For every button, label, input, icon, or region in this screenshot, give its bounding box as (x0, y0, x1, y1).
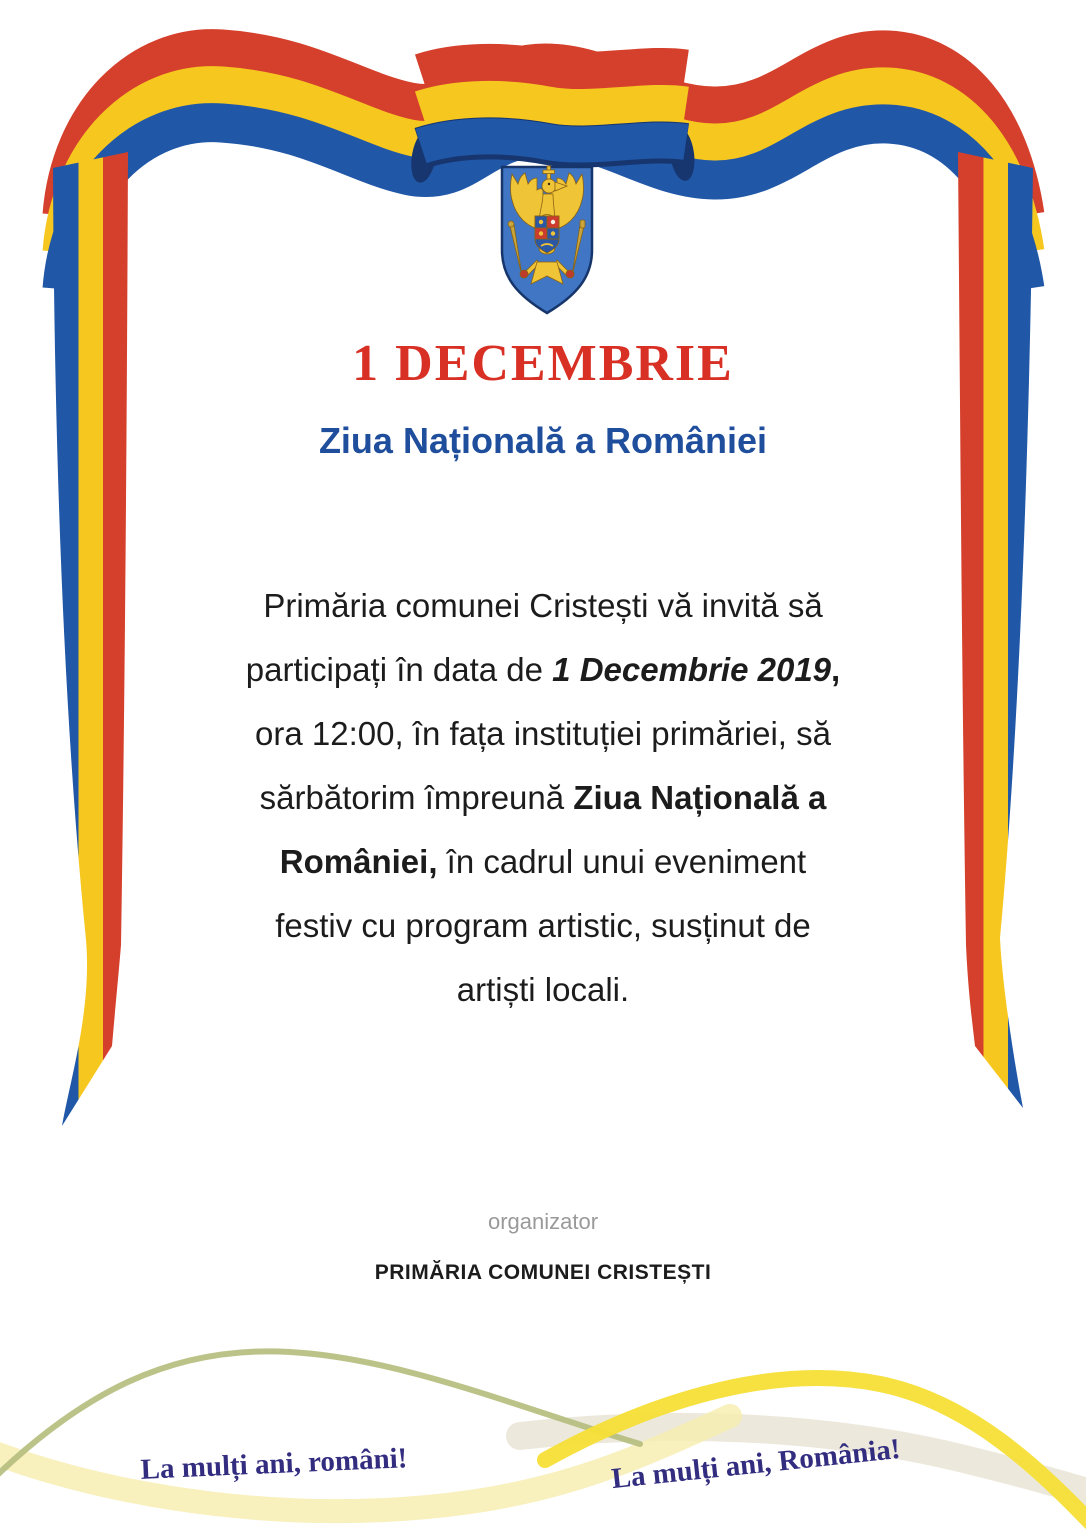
invitation-line: Primăria comunei Cristești vă invită să (263, 587, 823, 624)
invitation-line: participați în data de 1 Decembrie 2019, (245, 651, 841, 688)
invitation-line: artiști locali. (456, 971, 630, 1008)
invitation-line: României, în cadrul unui eveniment (279, 843, 807, 880)
page-title: 1 DECEMBRIE (352, 335, 734, 392)
coa-chest-shield (535, 216, 559, 253)
greeting-left: La mulți ani, români! (139, 1442, 409, 1486)
greeting-right: La mulți ani, România! (610, 1432, 902, 1496)
page-subtitle: Ziua Națională a României (318, 420, 768, 461)
invitation-line: ora 12:00, în fața instituției primăriei, să (255, 715, 831, 752)
invitation-line: festiv cu program artistic, susținut de (275, 907, 811, 944)
invitation-text (0, 574, 1086, 1022)
invitation-line: sărbătorim împreună Ziua Națională a (259, 779, 827, 816)
organizer-name: PRIMĂRIA COMUNEI CRISTEȘTI (374, 1261, 712, 1284)
romanian-coat-of-arms-icon (497, 164, 597, 316)
organizer-label: organizator (487, 1209, 599, 1234)
